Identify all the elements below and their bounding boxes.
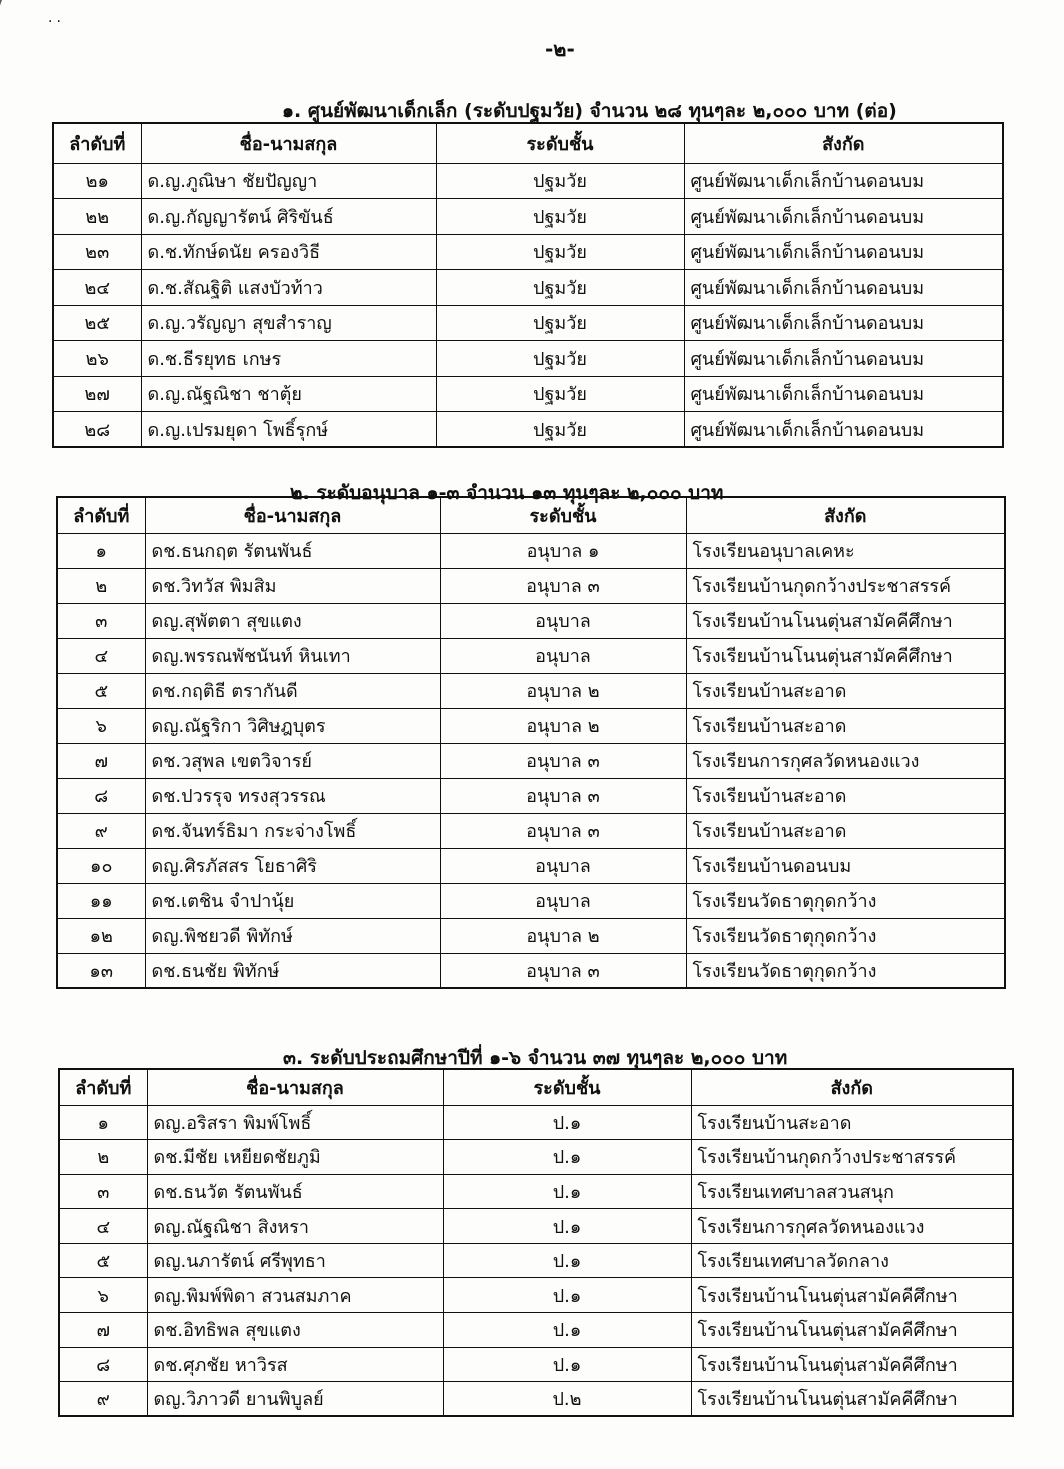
- cell-order-number: ๖: [59, 1278, 147, 1313]
- cell-order-number: ๔: [59, 1209, 147, 1244]
- column-header-affiliation: สังกัด: [686, 497, 1005, 533]
- table-row: [59, 1313, 1013, 1348]
- cell-grade-level: อนุบาล: [440, 883, 686, 918]
- cell-affiliation: โรงเรียนอนุบาลเคหะ: [686, 533, 1005, 568]
- section-2-title: ๒. ระดับอนุบาล ๑-๓ จำนวน ๑๓ ทุนๆละ ๒,๐๐๐ บาท: [290, 482, 724, 504]
- cell-affiliation: โรงเรียนบ้านโนนตุ่นสามัคคีศึกษา: [691, 1278, 1013, 1313]
- cell-full-name: ดญ.พิมพ์พิดา สวนสมภาค: [147, 1278, 443, 1313]
- section-3-table: [58, 1068, 1014, 1417]
- cell-grade-level: อนุบาล ๓: [440, 813, 686, 848]
- cell-full-name: ดญ.ณัฐริกา วิศิษฎบุตร: [145, 708, 440, 743]
- cell-full-name: ดช.จันทร์ธิมา กระจ่างโพธิ์: [145, 813, 440, 848]
- cell-grade-level: อนุบาล ๒: [440, 918, 686, 953]
- cell-full-name: ดช.เตชิน จำปานุ้ย: [145, 883, 440, 918]
- cell-affiliation: โรงเรียนบ้านโนนตุ่นสามัคคีศึกษา: [686, 638, 1005, 673]
- cell-order-number: ๘: [59, 1347, 147, 1382]
- cell-affiliation: โรงเรียนเทศบาลวัดกลาง: [691, 1243, 1013, 1278]
- cell-order-number: ๑๐: [57, 848, 145, 883]
- table-row: [53, 163, 1003, 199]
- cell-grade-level: อนุบาล ๓: [440, 568, 686, 603]
- section-1-title: ๑. ศูนย์พัฒนาเด็กเล็ก (ระดับปฐมวัย) จำนวน ๒๘ ทุนๆละ ๒,๐๐๐ บาท (ต่อ): [282, 100, 897, 122]
- cell-full-name: ดช.ปวรรุจ ทรงสุวรรณ: [145, 778, 440, 813]
- cell-grade-level: ป.๑: [443, 1243, 691, 1278]
- column-header-grade-level: ระดับชั้น: [443, 1069, 691, 1105]
- cell-affiliation: โรงเรียนการกุศลวัดหนองแวง: [686, 743, 1005, 778]
- cell-full-name: ด.ญ.ภูณิษา ชัยปัญญา: [141, 163, 436, 199]
- column-header-order-number: ลำดับที่: [53, 123, 141, 163]
- cell-affiliation: โรงเรียนบ้านสะอาด: [686, 708, 1005, 743]
- cell-grade-level: ปฐมวัย: [436, 412, 684, 448]
- cell-full-name: ด.ช.สัณฐิติ แสงบัวท้าว: [141, 270, 436, 306]
- cell-full-name: ด.ช.ทักษ์ดนัย ครองวิธี: [141, 234, 436, 270]
- cell-affiliation: โรงเรียนบ้านโนนตุ่นสามัคคีศึกษา: [691, 1347, 1013, 1382]
- table-row: [57, 638, 1005, 673]
- cell-affiliation: โรงเรียนบ้านโนนตุ่นสามัคคีศึกษา: [691, 1313, 1013, 1348]
- cell-affiliation: โรงเรียนวัดธาตุกุดกว้าง: [686, 918, 1005, 953]
- table-row: [53, 376, 1003, 412]
- cell-affiliation: โรงเรียนบ้านกุดกว้างประชาสรรค์: [691, 1140, 1013, 1175]
- cell-order-number: ๔: [57, 638, 145, 673]
- table-row: [57, 533, 1005, 568]
- table-row: [53, 412, 1003, 448]
- cell-order-number: ๒๘: [53, 412, 141, 448]
- cell-order-number: ๒๗: [53, 376, 141, 412]
- column-header-full-name: ชื่อ-นามสกุล: [147, 1069, 443, 1105]
- cell-order-number: ๒: [57, 568, 145, 603]
- cell-order-number: ๒๔: [53, 270, 141, 306]
- cell-affiliation: โรงเรียนบ้านดอนบม: [686, 848, 1005, 883]
- cell-full-name: ดช.อิทธิพล สุขแตง: [147, 1313, 443, 1348]
- cell-order-number: ๒๓: [53, 234, 141, 270]
- cell-order-number: ๕: [57, 673, 145, 708]
- table-row: [57, 743, 1005, 778]
- section-1-table: [52, 122, 1004, 448]
- cell-full-name: ดญ.นภารัตน์ ศรีพุทธา: [147, 1243, 443, 1278]
- cell-full-name: ด.ช.ธีรยุทธ เกษร: [141, 341, 436, 377]
- cell-grade-level: อนุบาล ๒: [440, 708, 686, 743]
- cell-affiliation: ศูนย์พัฒนาเด็กเล็กบ้านดอนบม: [684, 341, 1003, 377]
- cell-grade-level: อนุบาล: [440, 848, 686, 883]
- cell-order-number: ๑๒: [57, 918, 145, 953]
- cell-grade-level: ป.๑: [443, 1278, 691, 1313]
- cell-affiliation: โรงเรียนวัดธาตุกุดกว้าง: [686, 953, 1005, 988]
- table-row: [53, 305, 1003, 341]
- cell-full-name: ดญ.อริสรา พิมพ์โพธิ์: [147, 1105, 443, 1140]
- cell-affiliation: โรงเรียนบ้านโนนตุ่นสามัคคีศึกษา: [686, 603, 1005, 638]
- cell-order-number: ๑๓: [57, 953, 145, 988]
- cell-affiliation: โรงเรียนบ้านกุดกว้างประชาสรรค์: [686, 568, 1005, 603]
- table-row: [59, 1382, 1013, 1417]
- cell-grade-level: อนุบาล ๑: [440, 533, 686, 568]
- table-header-row: [53, 123, 1003, 163]
- table-row: [57, 918, 1005, 953]
- cell-full-name: ดช.มีชัย เหยียดชัยภูมิ: [147, 1140, 443, 1175]
- cell-grade-level: ป.๑: [443, 1347, 691, 1382]
- cell-order-number: ๗: [59, 1313, 147, 1348]
- table-row: [59, 1243, 1013, 1278]
- cell-full-name: ดช.กฤติธี ตรากันดี: [145, 673, 440, 708]
- cell-affiliation: ศูนย์พัฒนาเด็กเล็กบ้านดอนบม: [684, 234, 1003, 270]
- cell-order-number: ๘: [57, 778, 145, 813]
- section-3-title: ๓. ระดับประถมศึกษาปีที่ ๑-๖ จำนวน ๓๗ ทุนๆละ ๒,๐๐๐ บาท: [283, 1047, 788, 1069]
- cell-affiliation: โรงเรียนวัดธาตุกุดกว้าง: [686, 883, 1005, 918]
- cell-order-number: ๙: [57, 813, 145, 848]
- section-2-table: [56, 496, 1006, 989]
- table-row: [53, 234, 1003, 270]
- cell-affiliation: โรงเรียนบ้านสะอาด: [691, 1105, 1013, 1140]
- table-row: [57, 708, 1005, 743]
- column-header-full-name: ชื่อ-นามสกุล: [141, 123, 436, 163]
- table-row: [57, 813, 1005, 848]
- cell-grade-level: ป.๑: [443, 1313, 691, 1348]
- cell-affiliation: โรงเรียนการกุศลวัดหนองแวง: [691, 1209, 1013, 1244]
- cell-full-name: ดญ.ณัฐณิชา สิงหรา: [147, 1209, 443, 1244]
- cell-full-name: ดช.ธนวัต รัตนพันธ์: [147, 1174, 443, 1209]
- cell-grade-level: ป.๑: [443, 1105, 691, 1140]
- cell-grade-level: ปฐมวัย: [436, 341, 684, 377]
- cell-affiliation: โรงเรียนบ้านสะอาด: [686, 778, 1005, 813]
- cell-grade-level: ป.๑: [443, 1209, 691, 1244]
- cell-order-number: ๑: [59, 1105, 147, 1140]
- column-header-order-number: ลำดับที่: [57, 497, 145, 533]
- cell-grade-level: ปฐมวัย: [436, 163, 684, 199]
- cell-full-name: ดช.ธนกฤต รัตนพันธ์: [145, 533, 440, 568]
- cell-grade-level: ปฐมวัย: [436, 305, 684, 341]
- cell-full-name: ดญ.พิชยวดี พิทักษ์: [145, 918, 440, 953]
- column-header-full-name: ชื่อ-นามสกุล: [145, 497, 440, 533]
- cell-full-name: ด.ญ.กัญญารัตน์ ศิริขันธ์: [141, 199, 436, 235]
- cell-full-name: ดช.ศุภชัย หาวิรส: [147, 1347, 443, 1382]
- cell-order-number: ๑: [57, 533, 145, 568]
- cell-affiliation: โรงเรียนบ้านสะอาด: [686, 673, 1005, 708]
- cell-grade-level: ปฐมวัย: [436, 234, 684, 270]
- cell-full-name: ดช.วิทวัส พิมสิม: [145, 568, 440, 603]
- column-header-affiliation: สังกัด: [691, 1069, 1013, 1105]
- cell-grade-level: ปฐมวัย: [436, 199, 684, 235]
- table-row: [59, 1209, 1013, 1244]
- cell-grade-level: ป.๑: [443, 1140, 691, 1175]
- cell-grade-level: ปฐมวัย: [436, 376, 684, 412]
- table-row: [57, 883, 1005, 918]
- table-row: [57, 953, 1005, 988]
- cell-order-number: ๓: [59, 1174, 147, 1209]
- table-row: [59, 1174, 1013, 1209]
- cell-affiliation: ศูนย์พัฒนาเด็กเล็กบ้านดอนบม: [684, 376, 1003, 412]
- page-number: -๒-: [545, 37, 575, 61]
- cell-full-name: ดญ.วิภาวดี ยานพิบูลย์: [147, 1382, 443, 1417]
- cell-order-number: ๕: [59, 1243, 147, 1278]
- cell-affiliation: ศูนย์พัฒนาเด็กเล็กบ้านดอนบม: [684, 270, 1003, 306]
- cell-order-number: ๒๖: [53, 341, 141, 377]
- table-row: [57, 603, 1005, 638]
- column-header-grade-level: ระดับชั้น: [436, 123, 684, 163]
- cell-grade-level: อนุบาล ๓: [440, 743, 686, 778]
- corner-scan-mark: [0, 0, 32, 60]
- cell-order-number: ๒๒: [53, 199, 141, 235]
- cell-full-name: ดช.วสุพล เขตวิจารย์: [145, 743, 440, 778]
- cell-grade-level: อนุบาล ๒: [440, 673, 686, 708]
- table-header-row: [57, 497, 1005, 533]
- cell-full-name: ด.ญ.วรัญญา สุขสำราญ: [141, 305, 436, 341]
- cell-affiliation: โรงเรียนบ้านสะอาด: [686, 813, 1005, 848]
- cell-affiliation: โรงเรียนบ้านโนนตุ่นสามัคคีศึกษา: [691, 1382, 1013, 1417]
- cell-full-name: ด.ญ.เปรมยุดา โพธิ์รุกษ์: [141, 412, 436, 448]
- cell-full-name: ด.ญ.ณัฐณิชา ชาตุ้ย: [141, 376, 436, 412]
- cell-order-number: ๙: [59, 1382, 147, 1417]
- cell-grade-level: ป.๒: [443, 1382, 691, 1417]
- table-row: [57, 848, 1005, 883]
- table-row: [57, 778, 1005, 813]
- table-row: [53, 199, 1003, 235]
- table-row: [53, 341, 1003, 377]
- cell-grade-level: ป.๑: [443, 1174, 691, 1209]
- cell-order-number: ๒๑: [53, 163, 141, 199]
- cell-order-number: ๒๕: [53, 305, 141, 341]
- cell-grade-level: อนุบาล ๓: [440, 778, 686, 813]
- cell-affiliation: ศูนย์พัฒนาเด็กเล็กบ้านดอนบม: [684, 412, 1003, 448]
- table-row: [59, 1140, 1013, 1175]
- table-header-row: [59, 1069, 1013, 1105]
- table-row: [53, 270, 1003, 306]
- cell-order-number: ๓: [57, 603, 145, 638]
- cell-grade-level: อนุบาล ๓: [440, 953, 686, 988]
- table-row: [57, 568, 1005, 603]
- cell-affiliation: โรงเรียนเทศบาลสวนสนุก: [691, 1174, 1013, 1209]
- table-row: [59, 1347, 1013, 1382]
- cell-full-name: ดญ.สุพัตตา สุขแตง: [145, 603, 440, 638]
- cell-affiliation: ศูนย์พัฒนาเด็กเล็กบ้านดอนบม: [684, 305, 1003, 341]
- cell-full-name: ดญ.พรรณพัชนันท์ หินเทา: [145, 638, 440, 673]
- cell-order-number: ๖: [57, 708, 145, 743]
- cell-grade-level: อนุบาล: [440, 603, 686, 638]
- cell-full-name: ดช.ธนชัย พิทักษ์: [145, 953, 440, 988]
- cell-affiliation: ศูนย์พัฒนาเด็กเล็กบ้านดอนบม: [684, 199, 1003, 235]
- scan-dots: ..: [48, 10, 65, 26]
- table-row: [57, 673, 1005, 708]
- cell-grade-level: ปฐมวัย: [436, 270, 684, 306]
- cell-order-number: ๒: [59, 1140, 147, 1175]
- table-row: [59, 1278, 1013, 1313]
- column-header-grade-level: ระดับชั้น: [440, 497, 686, 533]
- table-row: [59, 1105, 1013, 1140]
- cell-order-number: ๗: [57, 743, 145, 778]
- column-header-order-number: ลำดับที่: [59, 1069, 147, 1105]
- cell-affiliation: ศูนย์พัฒนาเด็กเล็กบ้านดอนบม: [684, 163, 1003, 199]
- cell-order-number: ๑๑: [57, 883, 145, 918]
- cell-full-name: ดญ.ศิรภัสสร โยธาศิริ: [145, 848, 440, 883]
- cell-grade-level: อนุบาล: [440, 638, 686, 673]
- column-header-affiliation: สังกัด: [684, 123, 1003, 163]
